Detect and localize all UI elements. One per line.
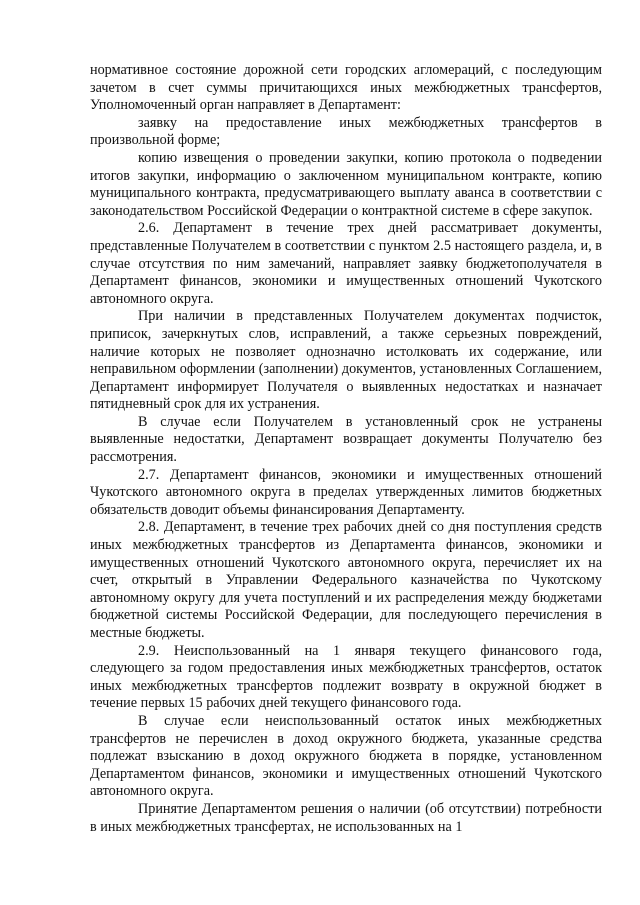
paragraph-notice-copy: копию извещения о проведении закупки, копию протокола о подведении итогов закупки, информацию о заключенном муниципальном контракте, копию муниципального контракта, предусматривающего выплату аванса в соответствии с законодательством Российской Федерации о контрактной системе в сфере закупок. — [90, 149, 602, 219]
paragraph-decision: Принятие Департаментом решения о наличии (об отсутствии) потребности в иных межбюджетных трансфертах, не использованных на 1 — [90, 800, 602, 835]
document-body — [90, 62, 602, 836]
paragraph-application: заявку на предоставление иных межбюджетных трансфертов в произвольной форме; — [90, 114, 602, 149]
paragraph-return-documents: В случае если Получателем в установленный срок не устранены выявленные недостатки, Департамент возвращает документы Получателю без рассмотрения. — [90, 413, 602, 466]
paragraph-2-8: 2.8. Департамент, в течение трех рабочих дней со дня поступления средств иных межбюджетных трансфертов из Департамента финансов, экономики и имущественных отношений Чукотского автономного округа, перечисляет их на счет, открытый в Управлении Федерального казначейства по Чукотскому автономному округу для учета поступлений и их распределения между бюджетами бюджетной системы Российской Федерации, для последующего перечисления в местные бюджеты. — [90, 519, 602, 641]
paragraph-2-6: 2.6. Департамент в течение трех дней рассматривает документы, представленные Получателем в соответствии с пунктом 2.5 настоящего раздела, и, в случае отсутствия по ним замечаний, направляет заявку бюджетополучателя в Департамент финансов, экономики и имущественных отношений Чукотского автономного округа. — [90, 220, 602, 307]
paragraph-deficiencies: При наличии в представленных Получателем документах подчисток, приписок, зачеркнутых слов, исправлений, а также серьезных повреждений, наличие которых не позволяет однозначно истолковать их содержание, или неправильном оформлении (заполнении) документов, установленных Соглашением, Департамент информирует Получателя о выявленных недостатках и назначает пятидневный срок для их устранения. — [90, 308, 602, 413]
paragraph-recovery: В случае если неиспользованный остаток иных межбюджетных трансфертов не перечислен в доход окружного бюджета, указанные средства подлежат взысканию в доход окружного бюджета в порядке, установленном Департаментом финансов, экономики и имущественных отношений Чукотского автономного округа. — [90, 712, 602, 800]
paragraph-2-9: 2.9. Неиспользованный на 1 января текущего финансового года, следующего за годом предоставления иных межбюджетных трансфертов, остаток иных межбюджетных трансфертов подлежит возврату в окружной бюджет в течение первых 15 рабочих дней текущего финансового года. — [90, 642, 602, 712]
paragraph-2-7: 2.7. Департамент финансов, экономики и имущественных отношений Чукотского автономного округа в пределах утвержденных лимитов бюджетных обязательств доводит объемы финансирования Департаменту. — [90, 466, 602, 518]
paragraph-continuation: нормативное состояние дорожной сети городских агломераций, с последующим зачетом в счет суммы причитающихся иных межбюджетных трансфертов, Уполномоченный орган направляет в Департамент: — [90, 62, 602, 114]
